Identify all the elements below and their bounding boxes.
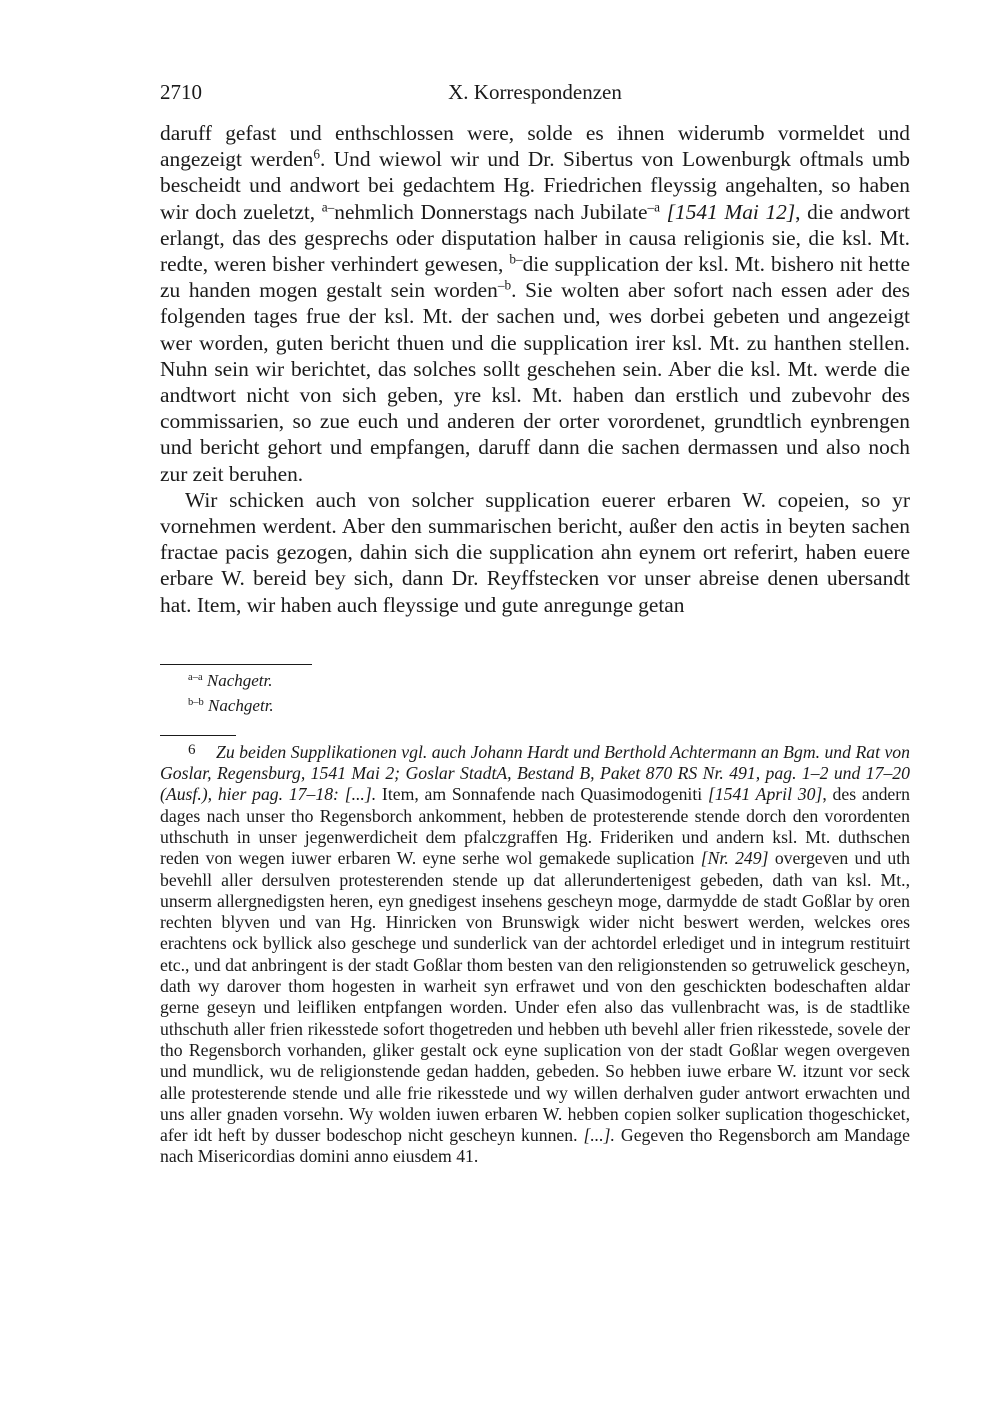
text-segment: die supplication der ksl. Mt. bishero nit hette zu handen mogen gestalt sein worden	[160, 252, 911, 303]
footnote-text: Gegeven tho Regensborch am Mandage nach Misericordias domini anno eiusdem 41.	[160, 1125, 910, 1167]
apparatus-note: Nachgetr.	[208, 696, 274, 715]
apparatus-note: Nachgetr.	[206, 671, 273, 690]
text-segment: daruff gefast und enthschlossen were, solde es ihnen widerumb vormeldet und angezeigt werden	[160, 121, 910, 172]
footnote-text: , des andern dages nach unser tho Regensborch ankomment, hebben de protesterende stende dorch den vorordenten uthschuth in unser jegenwerdicheit dem pfalczgraffen Hg. Frideriken und andern ksl. Mt. duthschen reden von wegen iuwer erbaren W. eyne serhe wol gemakede suplication	[160, 784, 911, 869]
apparatus-marker: a–a	[188, 671, 203, 683]
editorial-date: [1541 Mai 12]	[666, 199, 796, 224]
apparatus-marker-a-open: a–	[321, 198, 335, 214]
footnote-ellipsis: [...].	[583, 1125, 615, 1146]
text-segment: , die andwort erlangt, das des gesprechs oder disputation halber in causa religionis sie, die ksl. Mt. redte, weren bisher verhindert gewesen,	[160, 199, 910, 277]
running-title: X. Korrespondenzen	[448, 80, 622, 104]
apparatus-entry	[188, 693, 888, 718]
footnote-text: overgeven und uth bevehll aller dersulven protesterenden stende up dat allerundertenigest gebeden, dath van ksl. Mt., unserm allergnedigsten heren, eyn gnedigest insehens gescheyn moge, darmydde de stadt Goßlar by oren rechten blyven und van Hg. Hinricken von Brunswigk wider nicht beswert werden, welckes ores erachtens ock byllick also geschege und sunderlick van der achtordel erlediget und in integrum restituirt etc., und dat anbringent is der stadt Goßlar thom besten van den religionstenden so getruwelick gescheyn, dath wy darover thom hogesten in warheit syn erfrawet und von den geschickten bodeschaften aldar gerne geseyn und leifliken entpfangen worden. Under efen also das vullenbracht was, is de stadtlike uthschuth aller frien rikesstede sofort thogetreden und hebben uth bevehl aller frien rikesstede, sovele der tho Regensborch vorhanden, gliker gestalt ock eyne suplication von der stadt Goßlar wegen overgeven und mundlick, wu de religionstende gedan hadden, gebeden. So hebben iuwe erbare W. itzunt vor seck alle protesterende stende und alle frie rikesstede und wy willen derhalven guder antwort erwachten und uns aller gnaden vorsehn. Wy wolden iuwen erbaren W. hebben copien solker suplication thogeschicket, afer idt heft by dusser bodeschop nicht gescheyn kunnen.	[160, 848, 910, 1146]
apparatus-entry	[188, 668, 888, 693]
paragraph-2: Wir schicken auch von solcher supplication euerer erbaren W. copeien, so yr vornehmen werdent. Aber den summarischen bericht, außer den actis in beyten sachen fractae pacis gezogen, dahin sich die supplication ahn eynem ort referirt, haben euere erbare W. bereid bey sich, dann Dr. Reyffstecken vor unser abreise denen ubersandt hat. Item, wir haben auch fleyssige und gute anregunge getan	[160, 487, 910, 617]
text-segment	[660, 200, 667, 224]
footnote-ref-6: 6	[313, 146, 320, 162]
text-apparatus	[188, 668, 888, 718]
apparatus-marker-b-open: b–	[509, 251, 523, 267]
text-segment: . Und wiewol wir und Dr. Sibertus von Lowenburgk oftmals umb bescheidt und andwort bei gedachtem Hg. Friedrichen fleyssig angehalten, so haben wir doch zueletzt,	[160, 147, 910, 224]
page-header	[160, 80, 910, 110]
apparatus-marker: b–b	[188, 696, 204, 708]
apparatus-marker-a-close: –a	[647, 198, 661, 214]
main-text	[160, 120, 910, 618]
paragraph-1	[160, 120, 910, 487]
footnote-intro: Zu beiden Supplikationen vgl. auch Johann Hardt und Berthold Achtermann an Bgm. und Rat von Goslar, Regensburg, 1541 Mai 2; Goslar StadtA, Bestand B, Paket 870 RS Nr. 491, pag. 1–2 und 17–20 (Ausf.), hier pag. 17–18: [...].	[160, 741, 910, 805]
footnote-6	[160, 740, 910, 1168]
footnote-cross-ref: [Nr. 249]	[700, 848, 769, 869]
page-number: 2710	[160, 80, 202, 104]
footnote-text: Item, am Sonnafende nach Quasimodogeniti	[376, 784, 708, 805]
footnote-number: 6	[188, 742, 196, 758]
apparatus-divider	[160, 664, 312, 665]
footnote-date: [1541 April 30]	[707, 784, 823, 805]
text-segment: nehmlich Donnerstags nach Jubilate	[334, 199, 648, 224]
text-segment: . Sie wolten aber sofort nach essen ader des folgenden tages frue der ksl. Mt. der sachen und, wes dorbei gebeten und angezeigt wer worden, guten bericht thuen und die supplication irer ksl. Mt. zu hanthen stellen. Nuhn sein wir berichtet, das solches sollt geschehen sein. Aber die ksl. Mt. werde die andtwort nicht von sich geben, yre ksl. Mt. haben dan erstlich und zubevohr des commissarien, so zue euch und anderen der orter vorordenet, grundtlich eynbrengen und bericht gehort und empfangen, daruff dann die sachen dermassen und also noch zur zeit beruhen.	[160, 278, 910, 486]
footnote-divider	[160, 735, 236, 736]
apparatus-marker-b-close: –b	[497, 277, 512, 293]
